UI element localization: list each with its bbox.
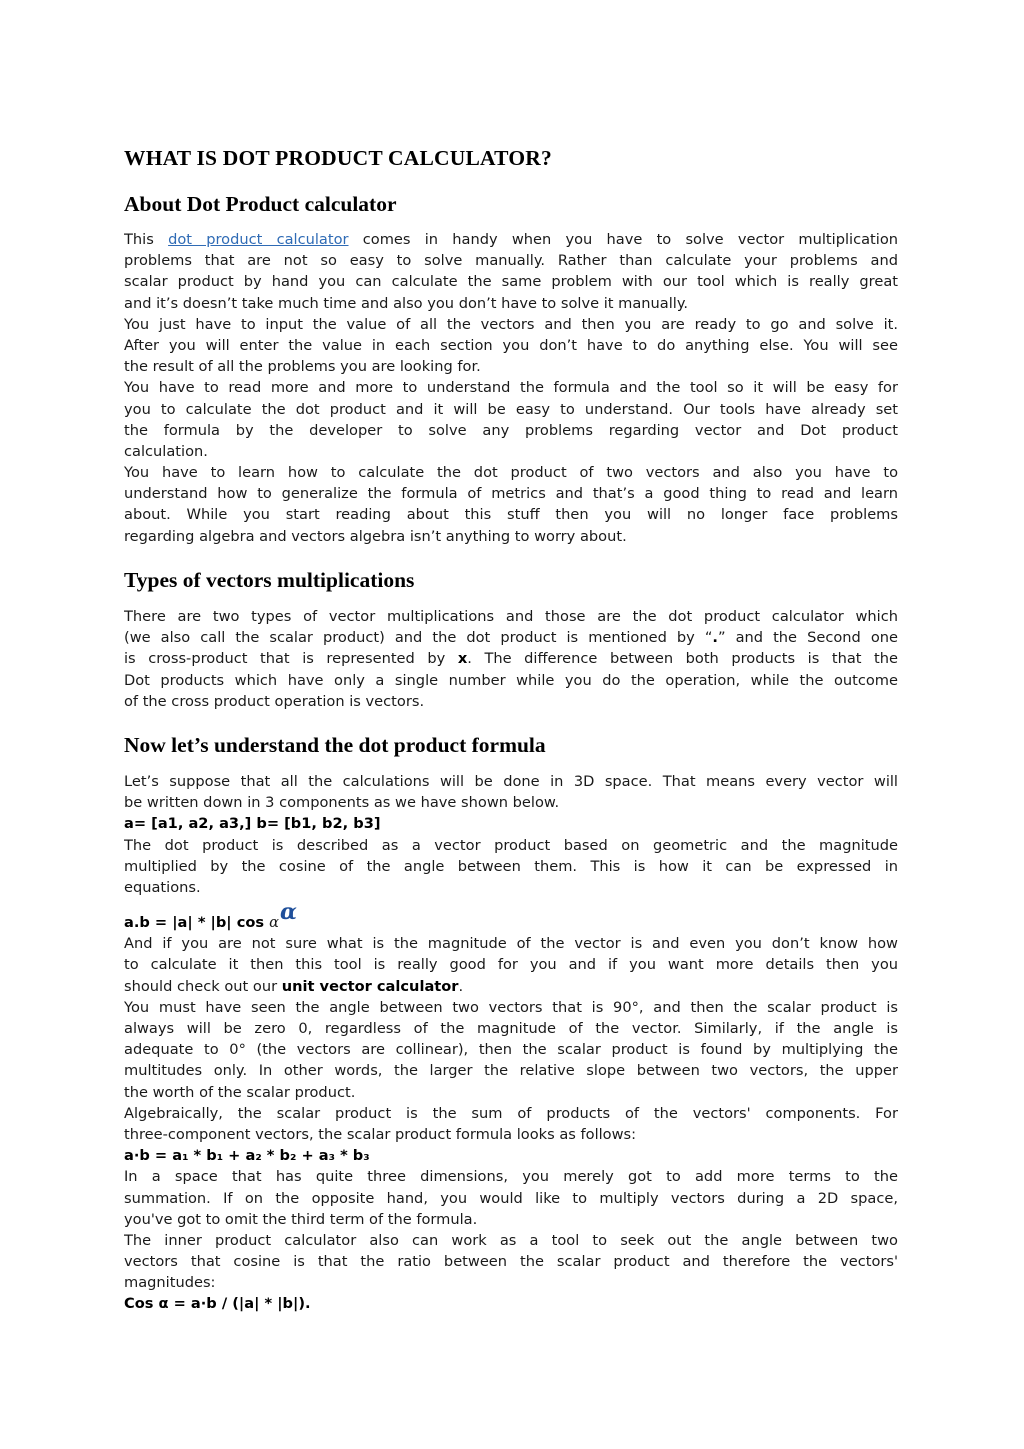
text-line: regarding algebra and vectors algebra isn’t anything to worry about. [124,527,627,545]
text-line: You have to learn how to calculate the dot product of two vectors and also you have to [124,464,898,482]
text-line: And if you are not sure what is the magnitude of the vector is and even you don’t know how [124,935,898,953]
text-line: the worth of the scalar product. [124,1083,356,1101]
text-line: three-component vectors, the scalar product formula looks as follows: [124,1125,637,1143]
text-line: about. While you start reading about this stuff then you will no longer face problems [124,506,898,524]
dot-product-equation [124,899,898,933]
text-line: scalar product by hand you can calculate the same problem with our tool which is really great [124,273,898,291]
algebraic-formula: a·b = a₁ * b₁ + a₂ * b₂ + a₃ * b₃ [124,1147,370,1165]
equation-text: a.b = |a| * |b| cos [124,914,270,931]
page-title: WHAT IS DOT PRODUCT CALCULATOR? [124,146,552,170]
text-line: The inner product calculator also can work as a tool to seek out the angle between two [124,1231,898,1249]
text-line: calculation. [124,442,208,460]
text-line: the result of all the problems you are looking for. [124,358,481,376]
types-heading: Types of vectors multiplications [124,568,415,592]
text-line [124,229,898,250]
text-line: adequate to 0° (the vectors are collinear), then the scalar product is found by multiplying the [124,1041,898,1059]
about-paragraph [124,229,898,547]
formula-heading: Now let’s understand the dot product formula [124,733,546,757]
text-line: equations. [124,878,201,896]
about-heading: About Dot Product calculator [124,192,397,216]
alpha-image: α [280,899,297,925]
alpha-symbol: α [269,914,280,931]
cross-symbol: x [457,650,468,668]
text-span: This [124,231,169,248]
text-line: You have to read more and more to understand the formula and the tool so it will be easy for [124,379,898,397]
text-line: problems that are not so easy to solve manually. Rather than calculate your problems and [124,252,898,270]
dot-product-calculator-link[interactable]: dot product calculator [168,231,349,248]
text-line: magnitudes: [124,1274,216,1292]
text-line: Dot products which have only a single number while you do the operation, while the outcome [124,671,898,689]
unit-vector-calculator-mention: unit vector calculator [281,977,459,995]
text-line [124,648,898,669]
text-line: be written down in 3 components as we have shown below. [124,794,560,812]
text-line: multiplied by the cosine of the angle between them. This is how it can be expressed in [124,857,898,875]
text-line: The dot product is described as a vector product based on geometric and the magnitude [124,836,898,854]
cosine-formula: Cos α = a·b / (|a| * |b|). [124,1295,311,1313]
text-line: you to calculate the dot product and it will be easy to understand. Our tools have already set [124,400,898,418]
text-line: understand how to generalize the formula of metrics and that’s a good thing to read and learn [124,485,898,503]
text-line: of the cross product operation is vectors. [124,692,425,710]
text-line: After you will enter the value in each section you don’t have to do anything else. You will see [124,336,898,354]
text-line: to calculate it then this tool is really good for you and if you want more details then you [124,956,898,974]
text-line: In a space that has quite three dimensions, you merely got to add more terms to the [124,1168,898,1186]
text-line: Algebraically, the scalar product is the sum of products of the vectors' components. For [124,1104,898,1122]
text-line: the formula by the developer to solve any problems regarding vector and Dot product [124,421,898,439]
formula-body [124,899,898,1315]
text-span: . [458,977,464,995]
text-line: summation. If on the opposite hand, you would like to multiply vectors during a 2D space, [124,1189,898,1207]
text-line: There are two types of vector multiplications and those are the dot product calculator which [124,608,898,625]
text-span: ” and the Second one [717,629,898,647]
text-span: (we also call the scalar product) and the dot product is mentioned by “ [124,629,713,647]
text-line: you've got to omit the third term of the formula. [124,1210,478,1228]
formula-intro [124,771,898,898]
text-line: and it’s doesn’t take much time and also you don’t have to solve it manually. [124,294,689,312]
dot-symbol: . [712,629,718,647]
text-line: vectors that cosine is that the ratio between the scalar product and therefore the vectors' [124,1253,898,1271]
text-line: You just have to input the value of all the vectors and then you are ready to go and solve it. [124,315,898,333]
text-line: You must have seen the angle between two vectors that is 90°, and then the scalar product is [124,998,898,1016]
text-line: Let’s suppose that all the calculations will be done in 3D space. That means every vector will [124,773,898,790]
types-paragraph [124,606,898,712]
text-line [124,627,898,648]
text-span: comes in handy when you have to solve vector multiplication [348,231,898,248]
vector-definition: a= [a1, a2, a3,] b= [b1, b2, b3] [124,815,381,833]
text-span: . The difference between both products is that the [467,650,898,668]
text-line: multitudes only. In other words, the larger the relative slope between two vectors, the upper [124,1062,898,1080]
text-span: is cross-product that is represented by [124,650,458,668]
text-span: should check out our [124,977,282,995]
text-line: always will be zero 0, regardless of the magnitude of the vector. Similarly, if the angle is [124,1019,898,1037]
text-line [124,976,898,997]
